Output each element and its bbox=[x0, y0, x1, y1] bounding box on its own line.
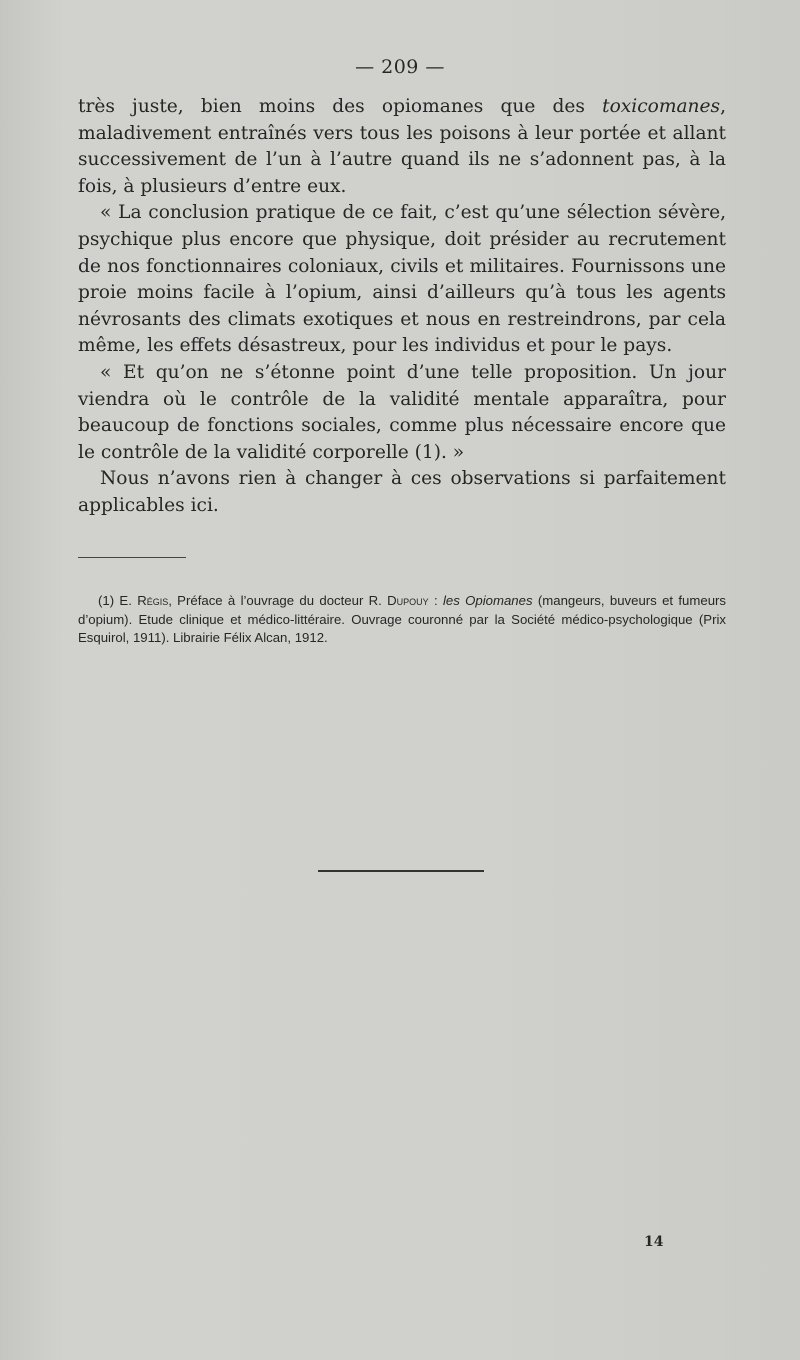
footnote-marker-author: (1) E. bbox=[98, 593, 138, 608]
paragraph-text-after-emphasis: , maladivement entraînés vers tous les poisons à leur portée et allant successivement de l’un à l’autre quand ils ne s’adonnent pas, à la fois, à plusieurs d’entre eux. bbox=[78, 96, 726, 197]
page-number: — 209 — bbox=[355, 56, 445, 78]
paragraph-text-before-emphasis: très juste, bien moins des opiomanes que des bbox=[78, 96, 603, 117]
paragraph-continuation bbox=[78, 94, 726, 200]
paragraph-proposition: « Et qu’on ne s’étonne point d’une telle proposition. Un jour viendra où le contrôle de la validité mentale apparaîtra, pour beaucoup de fonctions sociales, comme plus nécessaire encore que le contrôle de la validité corporelle (1). » bbox=[78, 361, 726, 463]
footnote-rest: (mangeurs, buveurs et fumeurs d’opium). Etude clinique et médico-littéraire. Ouvrage couronné par la Société médico-psychologique (Prix Esquirol, 1911). Librairie Félix Alcan, 1912. bbox=[78, 593, 727, 645]
footnote-before-title: , Préface à l’ouvrage du docteur R. bbox=[168, 593, 388, 608]
body-text bbox=[78, 94, 726, 520]
printer-signature: 14 bbox=[644, 1234, 664, 1250]
footnote bbox=[78, 592, 726, 648]
paragraph-observations: Nous n’avons rien à changer à ces observations si parfaitement applicables ici. bbox=[78, 468, 726, 516]
footnote-title-author: Dupouy bbox=[387, 593, 429, 608]
paragraph-conclusion: « La conclusion pratique de ce fait, c’est qu’une sélection sévère, psychique plus encore que physique, doit présider au recrutement de nos fonctionnaires coloniaux, civils et militaires. Fournissons une proie moins facile à l’opium, ainsi d’ailleurs qu’à tous les agents névrosants des climats exotiques et nous en restreindrons, par cela même, les effets désastreux, pour les individus et pour le pays. bbox=[78, 202, 726, 357]
footnote-author: Régis bbox=[137, 593, 169, 608]
footnote-separator bbox=[78, 557, 186, 558]
footnote-title: les Opiomanes bbox=[442, 593, 533, 608]
section-end-rule bbox=[318, 870, 484, 872]
footnote-title-separator: : bbox=[428, 593, 443, 608]
emphasis-toxicomanes: toxicomanes bbox=[602, 96, 721, 117]
